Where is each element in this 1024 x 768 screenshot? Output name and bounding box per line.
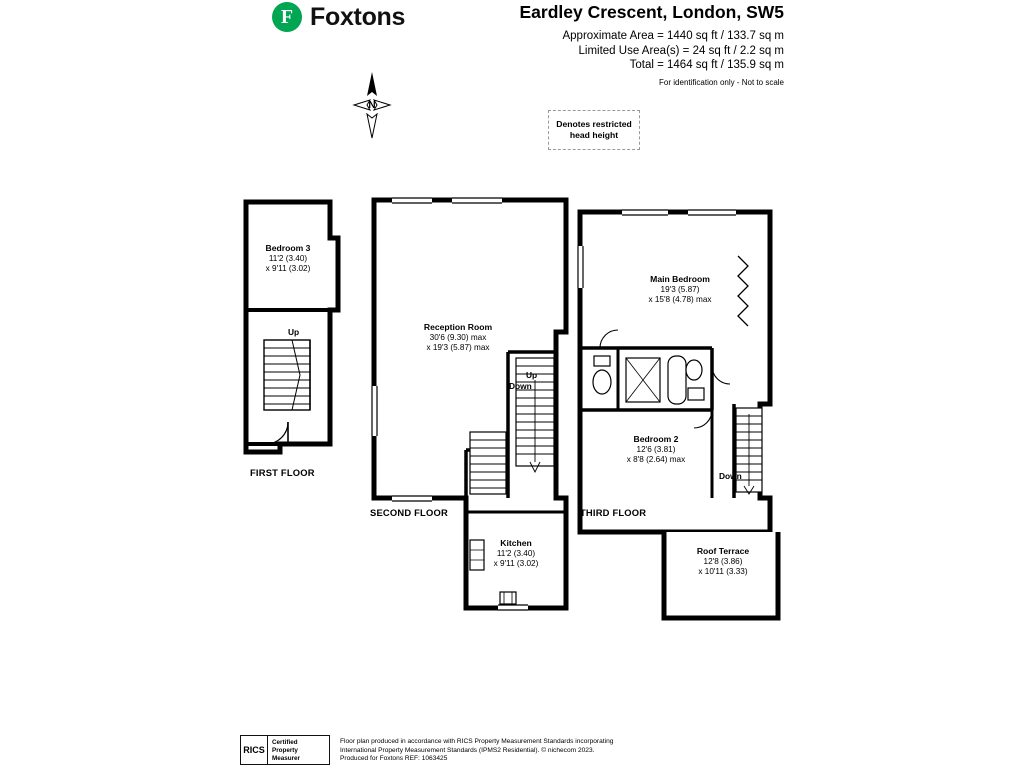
stair-marker-second-up: Up xyxy=(526,370,538,380)
rics-badge-line-3: Measurer xyxy=(272,755,301,763)
stair-marker-third-down: Down xyxy=(719,471,742,481)
room-label-bedroom3: Bedroom 3 11'2 (3.40) x 9'11 (3.02) xyxy=(265,243,311,274)
footer-line-1: Floor plan produced in accordance with RICS Property Measurement Standards incorporating xyxy=(340,738,614,745)
area-line-total: Total = 1464 sq ft / 135.9 sq m xyxy=(629,59,784,71)
rics-certified-badge xyxy=(240,735,330,765)
rics-badge-text xyxy=(268,736,329,764)
floor-label-first: FIRST FLOOR xyxy=(250,467,315,478)
brand-name: Foxtons xyxy=(310,2,406,31)
area-line-approx: Approximate Area = 1440 sq ft / 133.7 sq m xyxy=(562,30,784,42)
footer-text xyxy=(340,735,613,764)
room-label-main-bedroom: Main Bedroom 19'3 (5.87) x 15'8 (4.78) max xyxy=(648,274,712,305)
room-label-kitchen: Kitchen 11'2 (3.40) x 9'11 (3.02) xyxy=(493,538,539,569)
brand-logo-letter: F xyxy=(280,5,294,28)
key-line-1: Denotes restricted xyxy=(556,119,632,129)
staircase-third-down xyxy=(736,408,762,494)
page-title: Eardley Crescent, London, SW5 xyxy=(519,2,784,22)
key-line-2: head height xyxy=(569,130,619,140)
rics-badge-line-2: Property xyxy=(272,747,298,755)
stair-marker-first-up: Up xyxy=(288,327,300,337)
footer xyxy=(240,735,613,765)
svg-text:N: N xyxy=(368,100,376,111)
footer-line-2: International Property Measurement Standards (IPMS2 Residential). © nichecom 2023. xyxy=(340,746,595,754)
rics-badge-line-1: Certified xyxy=(272,739,298,746)
room-label-reception: Reception Room 30'6 (9.30) max x 19'3 (5.87) max xyxy=(423,322,493,353)
stair-marker-second-down: Down xyxy=(509,381,532,391)
room-label-bedroom2: Bedroom 2 12'6 (3.81) x 8'8 (2.64) max xyxy=(626,434,686,465)
area-line-limited: Limited Use Area(s) = 24 sq ft / 2.2 sq m xyxy=(578,44,784,57)
staircase-first xyxy=(264,340,310,410)
floor-label-third: THIRD FLOOR xyxy=(580,507,647,518)
rics-logo-icon: RICS xyxy=(241,736,268,764)
room-label-roof-terrace: Roof Terrace 12'8 (3.86) x 10'11 (3.33) xyxy=(696,546,750,577)
floor-label-second: SECOND FLOOR xyxy=(370,507,448,518)
disclaimer-text: For identification only - Not to scale xyxy=(659,77,784,87)
staircase-second-down xyxy=(470,432,506,494)
footer-line-3: Produced for Foxtons REF: 1063425 xyxy=(340,755,448,763)
